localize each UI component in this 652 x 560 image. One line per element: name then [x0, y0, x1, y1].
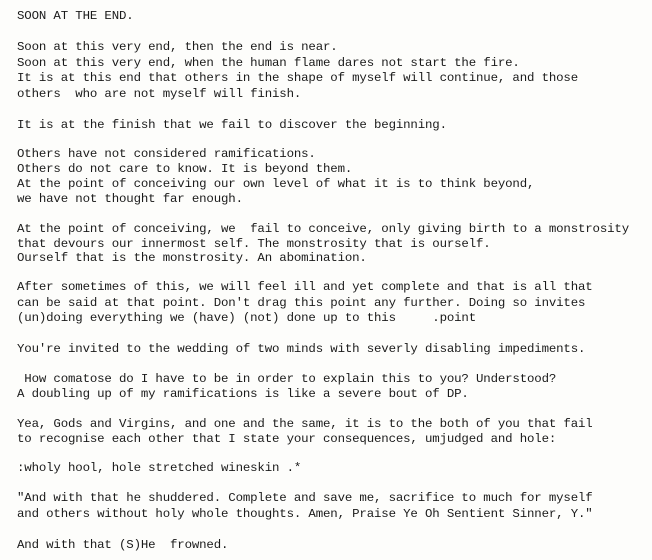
text-line: Others do not care to know. It is beyond them. [17, 162, 353, 176]
text-line: Soon at this very end, then the end is near. [17, 40, 338, 54]
text-line: Yea, Gods and Virgins, and one and the same, it is to the both of you that fail [17, 417, 593, 431]
text-line: to recognise each other that I state your consequences, umjudged and hole: [17, 432, 557, 446]
text-line: How comatose do I have to be in order to explain this to you? Understood? [17, 372, 557, 386]
text-line: (un)doing everything we (have) (not) done up to this .point [17, 311, 476, 325]
text-line: and others without holy whole thoughts. Amen, Praise Ye Oh Sentient Sinner, Y." [17, 507, 593, 521]
text-line: It is at the finish that we fail to discover the beginning. [17, 118, 447, 132]
text-line: :wholy hool, hole stretched wineskin .* [17, 461, 302, 475]
document-title: SOON AT THE END. [17, 9, 134, 23]
text-line: "And with that he shuddered. Complete and save me, sacrifice to much for myself [17, 491, 593, 505]
text-line: A doubling up of my ramifications is like a severe bout of DP. [17, 387, 469, 401]
text-line: that devours our innermost self. The monstrosity that is ourself. [17, 237, 491, 251]
text-line: You're invited to the wedding of two minds with severly disabling impediments. [17, 342, 586, 356]
text-line: At the point of conceiving our own level of what it is to think beyond, [17, 177, 535, 191]
text-line: Ourself that is the monstrosity. An abomination. [17, 251, 367, 265]
text-line: Soon at this very end, when the human flame dares not start the fire. [17, 56, 520, 70]
text-line: And with that (S)He frowned. [17, 538, 229, 552]
text-line: Others have not considered ramifications. [17, 147, 316, 161]
text-line: At the point of conceiving, we fail to conceive, only giving birth to a monstrosity [17, 222, 629, 236]
text-line: It is at this end that others in the shape of myself will continue, and those [17, 71, 578, 85]
text-line: we have not thought far enough. [17, 192, 243, 206]
text-line: After sometimes of this, we will feel ill and yet complete and that is all that [17, 280, 593, 294]
text-line: others who are not myself will finish. [17, 87, 302, 101]
text-line: can be said at that point. Don't drag this point any further. Doing so invites [17, 296, 586, 310]
